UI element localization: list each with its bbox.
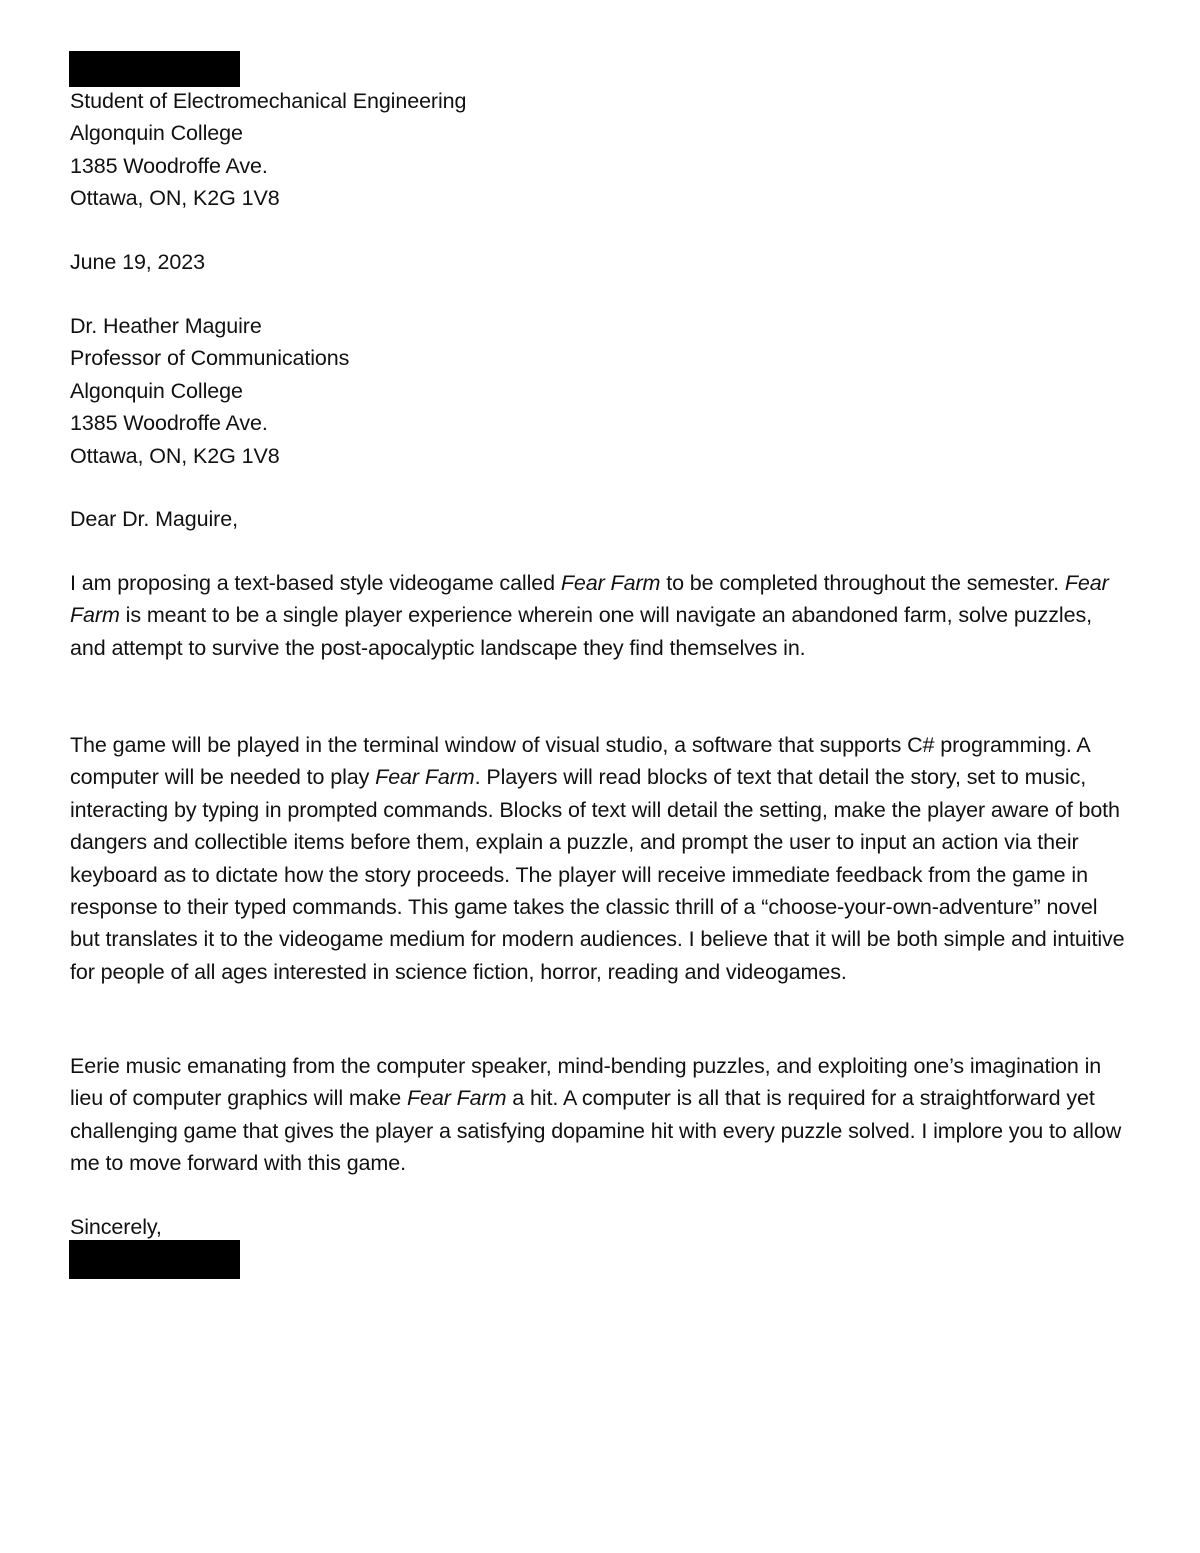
p3-text-a: Eerie music emanating from the computer speaker, mind-bending puzzles, and exploiting one’s imagination in lieu of computer graphics will make	[70, 1054, 1102, 1111]
sender-line: 1385 Woodroffe Ave.	[70, 153, 268, 178]
game-title: Fear Farm	[406, 1086, 507, 1111]
p1-text-a: I am proposing a text-based style videogame called	[70, 571, 561, 595]
recipient-line: Dr. Heather Maguire	[70, 314, 262, 338]
p1-text-b: to be completed throughout the semester.	[660, 571, 1065, 595]
body-paragraph-3	[70, 1050, 1130, 1180]
game-title: Fear Farm	[375, 765, 475, 790]
game-title: Fear Farm	[70, 571, 1109, 628]
sender-line: Ottawa, ON, K2G 1V8	[70, 186, 280, 211]
redacted-signature	[69, 1240, 240, 1279]
p1-text-c: is meant to be a single player experience wherein one will navigate an abandoned farm, solve puzzles, and attempt to survive the post-apocalyptic landscape they find themselves in.	[70, 603, 1092, 660]
body-paragraph-2	[70, 729, 1130, 988]
game-title: Fear Farm	[560, 571, 661, 595]
salutation: Dear Dr. Maguire,	[70, 507, 238, 531]
recipient-line: Ottawa, ON, K2G 1V8	[70, 443, 280, 468]
letter-date: June 19, 2023	[70, 250, 205, 274]
recipient-line: 1385 Woodroffe Ave.	[70, 411, 268, 436]
sender-address	[70, 85, 1130, 215]
recipient-address	[70, 310, 1130, 472]
p3-text-b: a hit. A computer is all that is required for a straightforward yet challenging game that gives the player a satisfying dopamine hit with every puzzle solved. I implore you to allow me to move forward with this game.	[70, 1086, 1122, 1176]
closing-block	[70, 1211, 1130, 1243]
salutation-block	[70, 503, 1130, 535]
p2-text-b: . Players will read blocks of text that detail the story, set to music, interacting by typing in prompted commands. Blocks of text will detail the setting, make the player aware of both dangers and collectible items before them, explain a puzzle, and prompt the user to input an action via their keyboard as to dictate how the story proceeds. The player will receive immediate feedback from the game in response to their typed commands. This game takes the classic thrill of a “choose-your-own-adventure” novel but translates it to the videogame medium for modern audiences. I believe that it will be both simple and intuitive for people of all ages interested in science fiction, horror, reading and videogames.	[70, 765, 1125, 984]
recipient-line: Professor of Communications	[70, 346, 350, 371]
sender-line: Algonquin College	[70, 121, 243, 146]
redacted-sender-name	[69, 51, 240, 87]
closing: Sincerely,	[70, 1215, 162, 1239]
p2-text-a: The game will be played in the terminal window of visual studio, a software that supports C# programming. A computer will be needed to play	[70, 733, 1090, 790]
recipient-line: Algonquin College	[70, 378, 243, 403]
sender-line: Student of Electromechanical Engineering	[70, 89, 467, 113]
body-paragraph-1	[70, 567, 1130, 664]
letter-date-block	[70, 246, 1130, 278]
